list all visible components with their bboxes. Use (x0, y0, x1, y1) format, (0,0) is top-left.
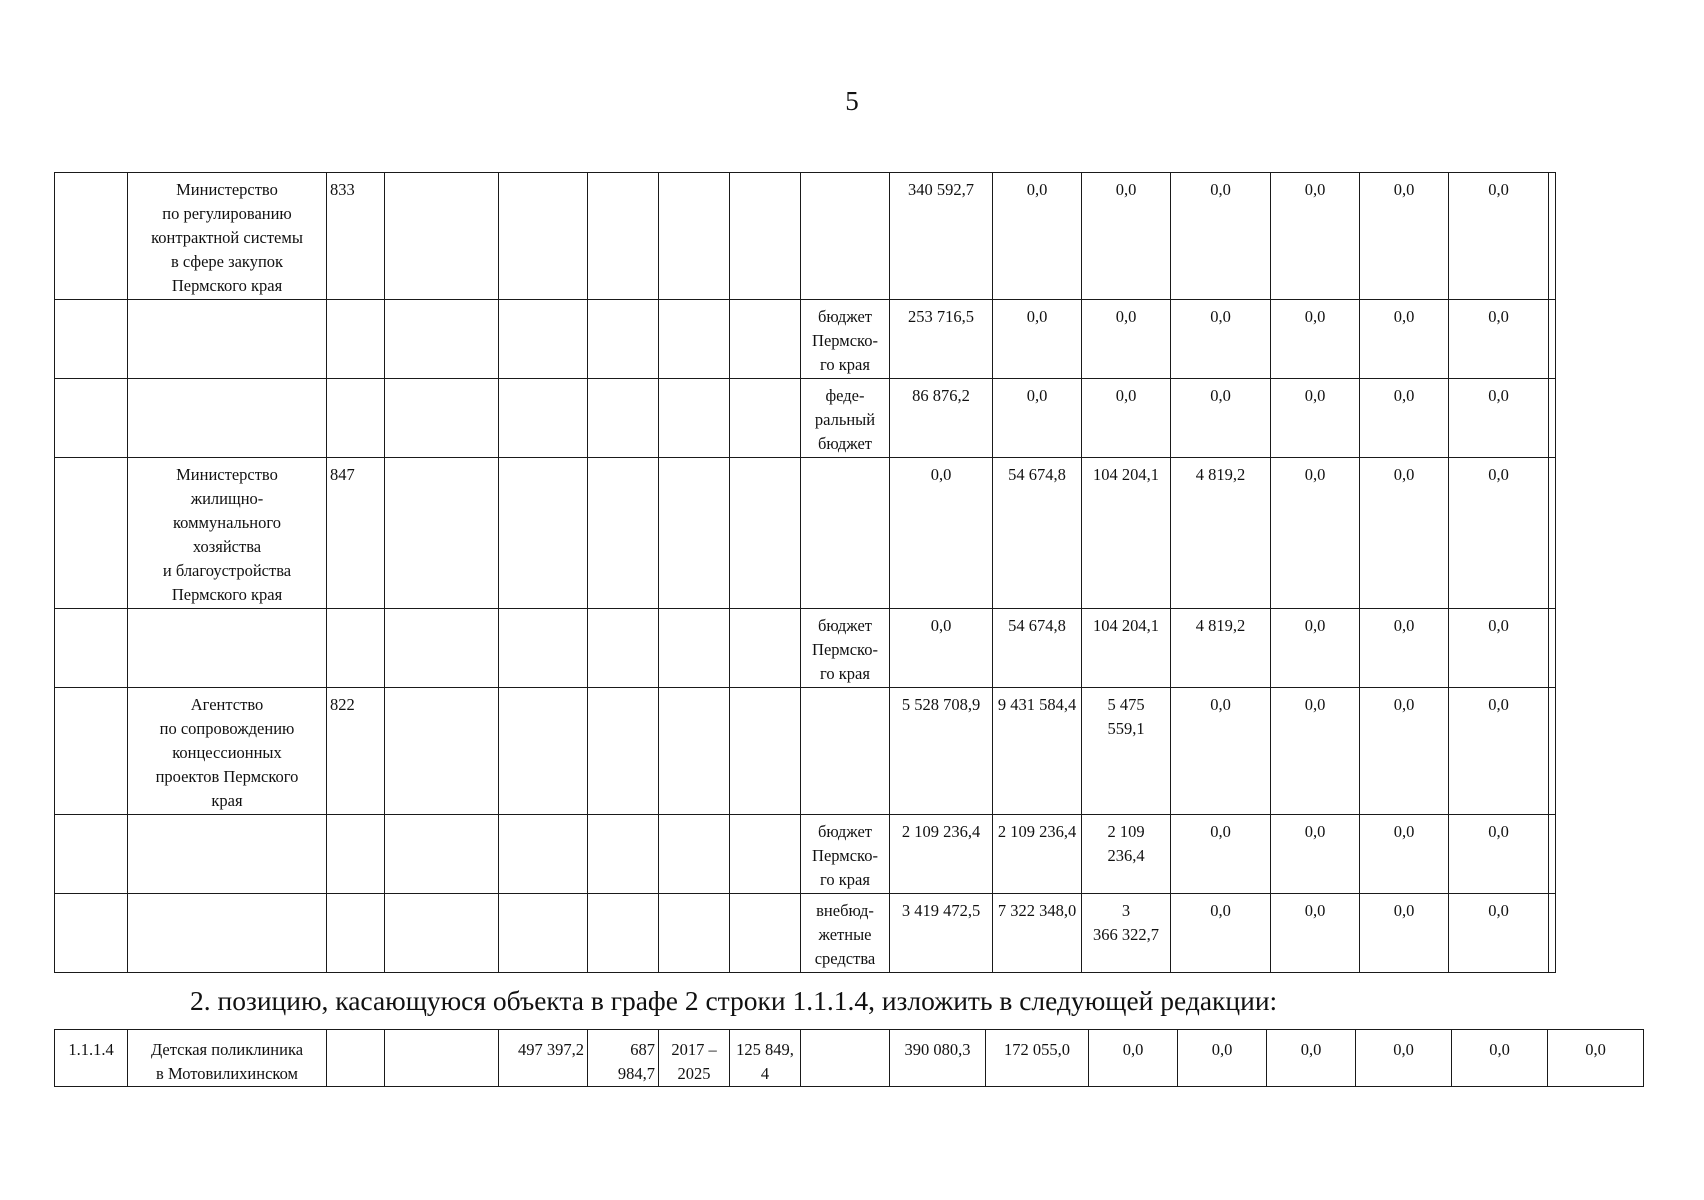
year-value: 104 204,1 (1082, 609, 1171, 688)
year-value: 0,0 (890, 609, 993, 688)
funding-source (801, 688, 890, 815)
table-cell (385, 815, 499, 894)
grbs-code (327, 894, 385, 973)
year-value: 5 528 708,9 (890, 688, 993, 815)
funding-source (801, 1030, 890, 1087)
table-cell (55, 688, 128, 815)
amendment-table (54, 1029, 1644, 1087)
table-row (55, 458, 1556, 609)
table-cell (499, 300, 588, 379)
year-value: 0,0 (1271, 173, 1360, 300)
table-cell (385, 458, 499, 609)
table-cell (55, 300, 128, 379)
year-value: 0,0 (890, 458, 993, 609)
table-cell (385, 894, 499, 973)
year-value: 0,0 (1449, 300, 1549, 379)
funding-source: бюджет Пермско- го края (801, 300, 890, 379)
year-value: 0,0 (1082, 173, 1171, 300)
year-value: 5 475 559,1 (1082, 688, 1171, 815)
prior-funding: 125 849, 4 (730, 1030, 801, 1087)
year-value: 54 674,8 (993, 458, 1082, 609)
year-value: 0,0 (1171, 894, 1271, 973)
funding-source: феде- ральный бюджет (801, 379, 890, 458)
table-cell (1549, 458, 1556, 609)
table-cell (1549, 609, 1556, 688)
table-cell (1549, 688, 1556, 815)
year-value: 0,0 (1360, 458, 1449, 609)
year-value: 0,0 (1360, 815, 1449, 894)
funding-source: бюджет Пермско- го края (801, 815, 890, 894)
year-value: 253 716,5 (890, 300, 993, 379)
responsible-executor: Министерство жилищно- коммунального хозяйства и благоустройства Пермского края (128, 458, 327, 609)
year-value: 4 819,2 (1171, 609, 1271, 688)
table-cell (385, 609, 499, 688)
funding-source (801, 173, 890, 300)
year-value: 7 322 348,0 (993, 894, 1082, 973)
table-cell (499, 458, 588, 609)
table-cell (588, 609, 659, 688)
table-row (55, 609, 1556, 688)
year-value: 0,0 (1178, 1030, 1267, 1087)
year-value: 0,0 (1082, 379, 1171, 458)
estimated-cost: 497 397,2 (499, 1030, 588, 1087)
year-value: 0,0 (1171, 300, 1271, 379)
table-cell (55, 458, 128, 609)
table-cell (1549, 173, 1556, 300)
table-cell (659, 458, 730, 609)
year-value: 340 592,7 (890, 173, 993, 300)
year-value: 0,0 (1089, 1030, 1178, 1087)
year-value: 0,0 (1449, 815, 1549, 894)
year-value: 0,0 (1271, 894, 1360, 973)
table-cell (327, 1030, 385, 1087)
table-cell (588, 300, 659, 379)
year-value: 0,0 (1452, 1030, 1548, 1087)
amendment-instruction: 2. позицию, касающуюся объекта в графе 2 строки 1.1.1.4, изложить в следующей редакции: (190, 985, 1278, 1016)
grbs-code (327, 815, 385, 894)
year-value: 0,0 (1360, 688, 1449, 815)
table-cell (730, 173, 801, 300)
table-cell (1549, 894, 1556, 973)
table-cell (1549, 379, 1556, 458)
table-cell (730, 815, 801, 894)
responsible-executor (128, 379, 327, 458)
year-value: 0,0 (1271, 688, 1360, 815)
table-cell (588, 688, 659, 815)
year-value: 0,0 (1548, 1030, 1644, 1087)
table-cell (588, 379, 659, 458)
table-cell (730, 379, 801, 458)
grbs-code (327, 609, 385, 688)
year-value: 0,0 (1449, 379, 1549, 458)
construction-period: 2017 – 2025 (659, 1030, 730, 1087)
table-cell (55, 173, 128, 300)
table-cell (730, 609, 801, 688)
table-cell (1549, 815, 1556, 894)
table-row (55, 173, 1556, 300)
year-value: 2 109 236,4 (1082, 815, 1171, 894)
year-value: 0,0 (1449, 458, 1549, 609)
row-number: 1.1.1.4 (55, 1030, 128, 1087)
year-value: 0,0 (1271, 379, 1360, 458)
table-row (55, 688, 1556, 815)
year-value: 0,0 (1360, 379, 1449, 458)
year-value: 0,0 (1449, 688, 1549, 815)
responsible-executor: Министерство по регулированию контрактной системы в сфере закупок Пермского края (128, 173, 327, 300)
table-cell (499, 815, 588, 894)
funding-source: бюджет Пермско- го края (801, 609, 890, 688)
year-value: 3 366 322,7 (1082, 894, 1171, 973)
page-number: 5 (845, 86, 859, 116)
year-value: 0,0 (1271, 609, 1360, 688)
table-cell (499, 688, 588, 815)
grbs-code: 822 (327, 688, 385, 815)
table-cell (659, 300, 730, 379)
responsible-executor (128, 815, 327, 894)
year-value: 0,0 (1271, 815, 1360, 894)
responsible-executor (128, 894, 327, 973)
year-value: 86 876,2 (890, 379, 993, 458)
table-cell (1549, 300, 1556, 379)
year-value: 2 109 236,4 (993, 815, 1082, 894)
funding-source: внебюд- жетные средства (801, 894, 890, 973)
year-value: 0,0 (1356, 1030, 1452, 1087)
capacity-value: 687 984,7 (588, 1030, 659, 1087)
year-value: 390 080,3 (890, 1030, 986, 1087)
year-value: 9 431 584,4 (993, 688, 1082, 815)
table-row (55, 1030, 1644, 1087)
year-value: 0,0 (1360, 894, 1449, 973)
year-value: 3 419 472,5 (890, 894, 993, 973)
table-cell (659, 379, 730, 458)
year-value: 0,0 (993, 379, 1082, 458)
table-cell (659, 894, 730, 973)
table-cell (385, 1030, 499, 1087)
table-cell (55, 894, 128, 973)
table-cell (385, 379, 499, 458)
table-cell (588, 815, 659, 894)
year-value: 0,0 (1171, 173, 1271, 300)
table-cell (730, 458, 801, 609)
table-cell (659, 609, 730, 688)
year-value: 0,0 (1449, 173, 1549, 300)
year-value: 0,0 (1360, 300, 1449, 379)
year-value: 0,0 (993, 300, 1082, 379)
main-table (54, 172, 1556, 973)
table-cell (385, 300, 499, 379)
year-value: 0,0 (1449, 609, 1549, 688)
year-value: 0,0 (1171, 379, 1271, 458)
table-row (55, 815, 1556, 894)
table-cell (499, 173, 588, 300)
responsible-executor (128, 300, 327, 379)
year-value: 0,0 (1271, 458, 1360, 609)
year-value: 2 109 236,4 (890, 815, 993, 894)
year-value: 0,0 (1171, 688, 1271, 815)
table-row (55, 300, 1556, 379)
table-cell (588, 894, 659, 973)
year-value: 0,0 (1267, 1030, 1356, 1087)
grbs-code: 833 (327, 173, 385, 300)
table-cell (730, 300, 801, 379)
table-cell (499, 894, 588, 973)
table-cell (659, 815, 730, 894)
year-value: 0,0 (1449, 894, 1549, 973)
grbs-code (327, 379, 385, 458)
table-cell (385, 688, 499, 815)
table-cell (55, 609, 128, 688)
year-value: 0,0 (1271, 300, 1360, 379)
funding-source (801, 458, 890, 609)
table-cell (730, 688, 801, 815)
table-cell (385, 173, 499, 300)
responsible-executor (128, 609, 327, 688)
year-value: 0,0 (1171, 815, 1271, 894)
grbs-code: 847 (327, 458, 385, 609)
year-value: 0,0 (993, 173, 1082, 300)
table-cell (499, 379, 588, 458)
table-cell (588, 458, 659, 609)
year-value: 54 674,8 (993, 609, 1082, 688)
table-cell (659, 173, 730, 300)
year-value: 104 204,1 (1082, 458, 1171, 609)
table-cell (659, 688, 730, 815)
year-value: 4 819,2 (1171, 458, 1271, 609)
year-value: 0,0 (1082, 300, 1171, 379)
table-cell (499, 609, 588, 688)
grbs-code (327, 300, 385, 379)
table-cell (55, 379, 128, 458)
object-name: Детская поликлиника в Мотовилихинском (128, 1030, 327, 1087)
table-row (55, 894, 1556, 973)
year-value: 0,0 (1360, 609, 1449, 688)
year-value: 172 055,0 (986, 1030, 1089, 1087)
responsible-executor: Агентство по сопровождению концессионных проектов Пермского края (128, 688, 327, 815)
table-cell (588, 173, 659, 300)
table-row (55, 379, 1556, 458)
table-cell (55, 815, 128, 894)
year-value: 0,0 (1360, 173, 1449, 300)
table-cell (730, 894, 801, 973)
